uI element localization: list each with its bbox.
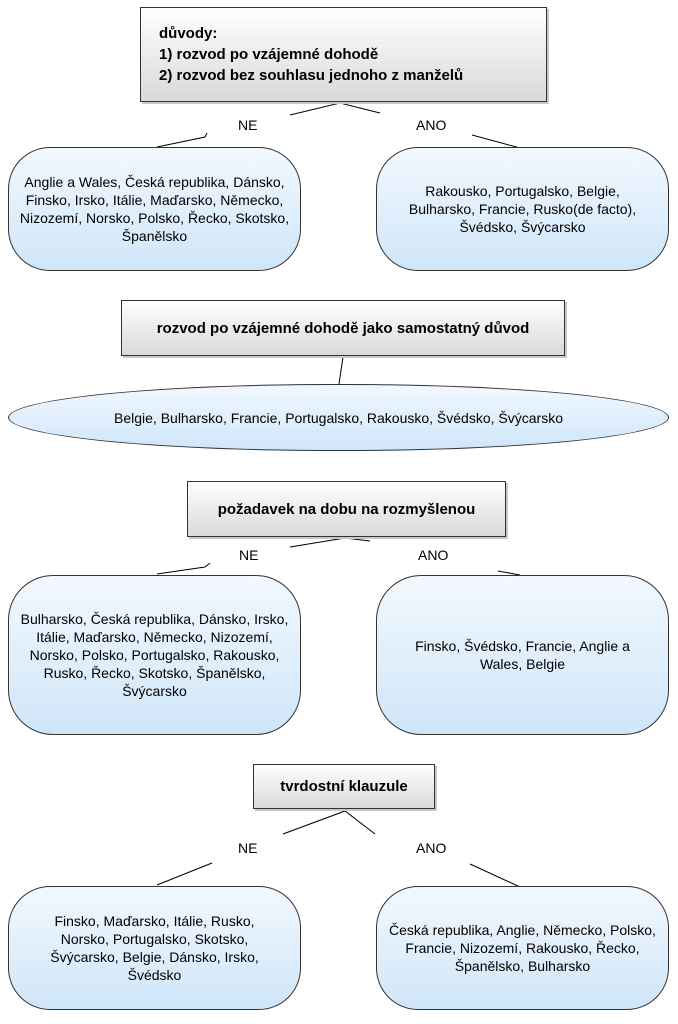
connector-ne-1 <box>157 133 207 147</box>
label-ano-4: ANO <box>416 840 447 856</box>
connector-top-1 <box>290 103 380 115</box>
header-duvody-line-3: 2) rozvod bez souhlasu jednoho z manželů <box>159 67 464 84</box>
connector-ne-4 <box>157 863 212 885</box>
header-tvrdost <box>253 764 435 809</box>
connector-ano-4 <box>470 864 520 887</box>
connector-top-4 <box>283 811 375 834</box>
header-dohoda-text: rozvod po vzájemné dohodě jako samostatný důvod <box>156 319 530 337</box>
node-ano-3 <box>376 575 669 735</box>
node-ne-4-text: Finsko, Maďarsko, Itálie, Rusko, Norsko, Portugalsko, Skotsko, Švýcarsko, Belgie, Dánsko, Irsko, Švédsko <box>50 913 259 983</box>
header-rozmyslenou-text: požadavek na dobu na rozmyšlenou <box>217 500 476 518</box>
header-rozmyslenou <box>187 481 506 537</box>
node-ano-1 <box>376 147 669 271</box>
node-ano-4 <box>376 886 669 1010</box>
node-ne-1 <box>8 147 301 271</box>
header-duvody-line-2: 1) rozvod po vzájemné dohodě <box>159 46 379 63</box>
label-ne-3: NE <box>239 547 259 563</box>
connector-ne-3 <box>157 563 210 574</box>
label-ne-1: NE <box>238 117 258 133</box>
node-ne-3-text: Bulharsko, Česká republika, Dánsko, Irsko, Itálie, Maďarsko, Německo, Nizozemí, Norsko, Polsko, Portugalsko, Rakousko, Rusko, Řecko, Skotsko, Španělsko, Švýcarsko <box>20 611 289 699</box>
header-tvrdost-text: tvrdostní klauzule <box>280 778 408 795</box>
label-ano-1: ANO <box>416 117 447 133</box>
node-ne-4 <box>8 886 301 1010</box>
node-dohoda <box>8 384 669 451</box>
label-ano-3: ANO <box>418 547 449 563</box>
node-ne-1-text: Anglie a Wales, Česká republika, Dánsko, Finsko, Irsko, Itálie, Maďarsko, Německo, Nizozemí, Norsko, Polsko, Řecko, Skotsko, Španělsko <box>19 174 290 244</box>
node-dohoda-text: Belgie, Bulharsko, Francie, Portugalsko, Rakousko, Švédsko, Švýcarsko <box>114 409 563 426</box>
header-duvody <box>140 7 547 102</box>
node-ne-3 <box>8 575 301 735</box>
node-ano-1-text: Rakousko, Portugalsko, Belgie, Bulharsko, Francie, Rusko(de facto), Švédsko, Švýcarsko <box>408 183 637 235</box>
header-duvody-line-1: důvody: <box>159 25 218 42</box>
node-ano-3-text: Finsko, Švédsko, Francie, Anglie a Wales, Belgie <box>415 638 630 672</box>
node-ano-4-text: Česká republika, Anglie, Německo, Polsko, Francie, Nizozemí, Rakousko, Řecko, Španělsko, Bulharsko <box>389 922 656 974</box>
header-dohoda <box>121 300 565 356</box>
connector-top-3 <box>290 538 370 547</box>
connector-2 <box>339 357 343 384</box>
label-ne-4: NE <box>238 840 258 856</box>
